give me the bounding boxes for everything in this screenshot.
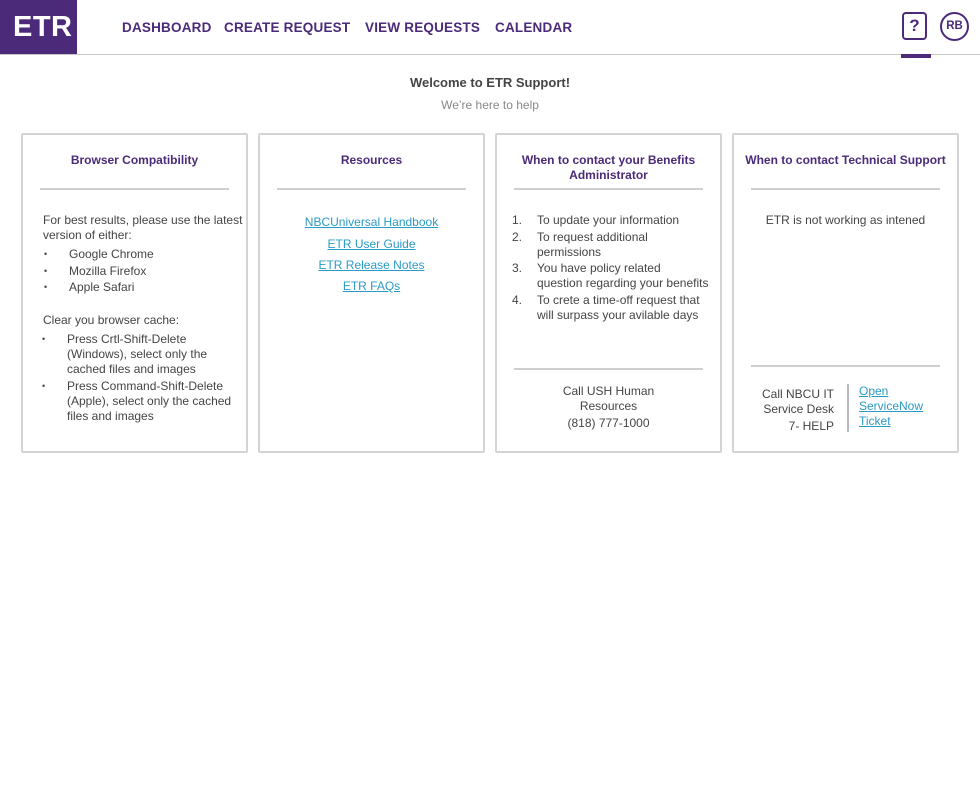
- card-title-line: When to contact your Benefits: [521, 153, 696, 167]
- bullet-icon: •: [44, 249, 48, 259]
- cache-step: Press Command-Shift-Delete: [67, 379, 224, 393]
- contact-text: Call USH Human: [562, 384, 655, 398]
- cache-step: files and images: [67, 409, 154, 423]
- contact-separator: [847, 384, 849, 432]
- link-user-guide[interactable]: ETR User Guide: [327, 237, 416, 251]
- cache-step: (Apple), select only the cached: [67, 394, 232, 408]
- list-item: To request additional: [537, 230, 648, 244]
- contact-text: Call NBCU IT: [761, 387, 834, 401]
- card-title: Browser Compatibility: [70, 153, 199, 167]
- tech-reason: ETR is not working as intened: [765, 213, 926, 227]
- welcome-subtitle: We’re here to help: [441, 98, 539, 112]
- benefits-admin-card: [495, 133, 722, 453]
- resources-card: [258, 133, 485, 453]
- contact-phone: 7- HELP: [788, 419, 834, 433]
- link-faqs[interactable]: ETR FAQs: [342, 279, 401, 293]
- cache-step: (Windows), select only the: [67, 347, 208, 361]
- card-title: Resources: [340, 153, 403, 167]
- browser-item: Google Chrome: [69, 247, 154, 261]
- open-ticket-link[interactable]: ServiceNow: [859, 399, 924, 413]
- nav-create-request[interactable]: CREATE REQUEST: [224, 20, 351, 35]
- card-divider: [751, 188, 940, 190]
- card-divider: [514, 188, 703, 190]
- bullet-icon: •: [44, 282, 48, 292]
- card-divider: [277, 188, 466, 190]
- cache-heading: Clear you browser cache:: [43, 313, 180, 327]
- list-item: permissions: [537, 245, 602, 259]
- bullet-icon: •: [42, 334, 46, 344]
- contact-text: Service Desk: [763, 402, 834, 416]
- list-item: will surpass your avilable days: [537, 308, 699, 322]
- contact-phone: (818) 777-1000: [567, 416, 650, 430]
- nav-calendar[interactable]: CALENDAR: [495, 20, 573, 35]
- intro-text: For best results, please use the latest: [43, 213, 243, 227]
- card-divider: [40, 188, 229, 190]
- nav-view-requests[interactable]: VIEW REQUESTS: [365, 20, 481, 35]
- contact-text: Resources: [579, 399, 638, 413]
- open-ticket-link[interactable]: Open: [859, 384, 889, 398]
- help-icon[interactable]: ?: [902, 12, 927, 40]
- link-release-notes[interactable]: ETR Release Notes: [318, 258, 425, 272]
- nav-dashboard[interactable]: DASHBOARD: [122, 20, 212, 35]
- list-number: 2.: [512, 230, 523, 244]
- list-item: You have policy related: [537, 261, 661, 275]
- cache-step: Press Crtl-Shift-Delete: [67, 332, 187, 346]
- cache-step: cached files and images: [67, 362, 196, 376]
- browser-compatibility-card: [21, 133, 248, 453]
- top-nav-bar: [0, 0, 980, 55]
- list-item: question regarding your benefits: [537, 276, 709, 290]
- browser-item: Mozilla Firefox: [69, 264, 147, 278]
- list-number: 4.: [512, 293, 523, 307]
- bullet-icon: •: [44, 266, 48, 276]
- card-title: [503, 153, 714, 183]
- card-title-line: Administrator: [569, 168, 648, 182]
- intro-text: version of either:: [43, 228, 132, 242]
- link-handbook[interactable]: NBCUniversal Handbook: [304, 215, 439, 229]
- card-divider: [514, 368, 703, 370]
- list-number: 3.: [512, 261, 523, 275]
- list-number: 1.: [512, 213, 523, 227]
- list-item: To update your information: [537, 213, 680, 227]
- card-title: When to contact Technical Support: [745, 153, 946, 167]
- etr-logo[interactable]: ETR: [0, 0, 77, 54]
- welcome-heading: Welcome to ETR Support!: [409, 75, 571, 90]
- list-item: To crete a time-off request that: [537, 293, 700, 307]
- user-avatar[interactable]: RB: [940, 12, 969, 41]
- bullet-icon: •: [42, 381, 46, 391]
- open-ticket-link[interactable]: Ticket: [859, 414, 891, 428]
- card-divider: [751, 365, 940, 367]
- tech-support-card: [732, 133, 959, 453]
- browser-item: Apple Safari: [69, 280, 135, 294]
- active-indicator: [901, 54, 931, 58]
